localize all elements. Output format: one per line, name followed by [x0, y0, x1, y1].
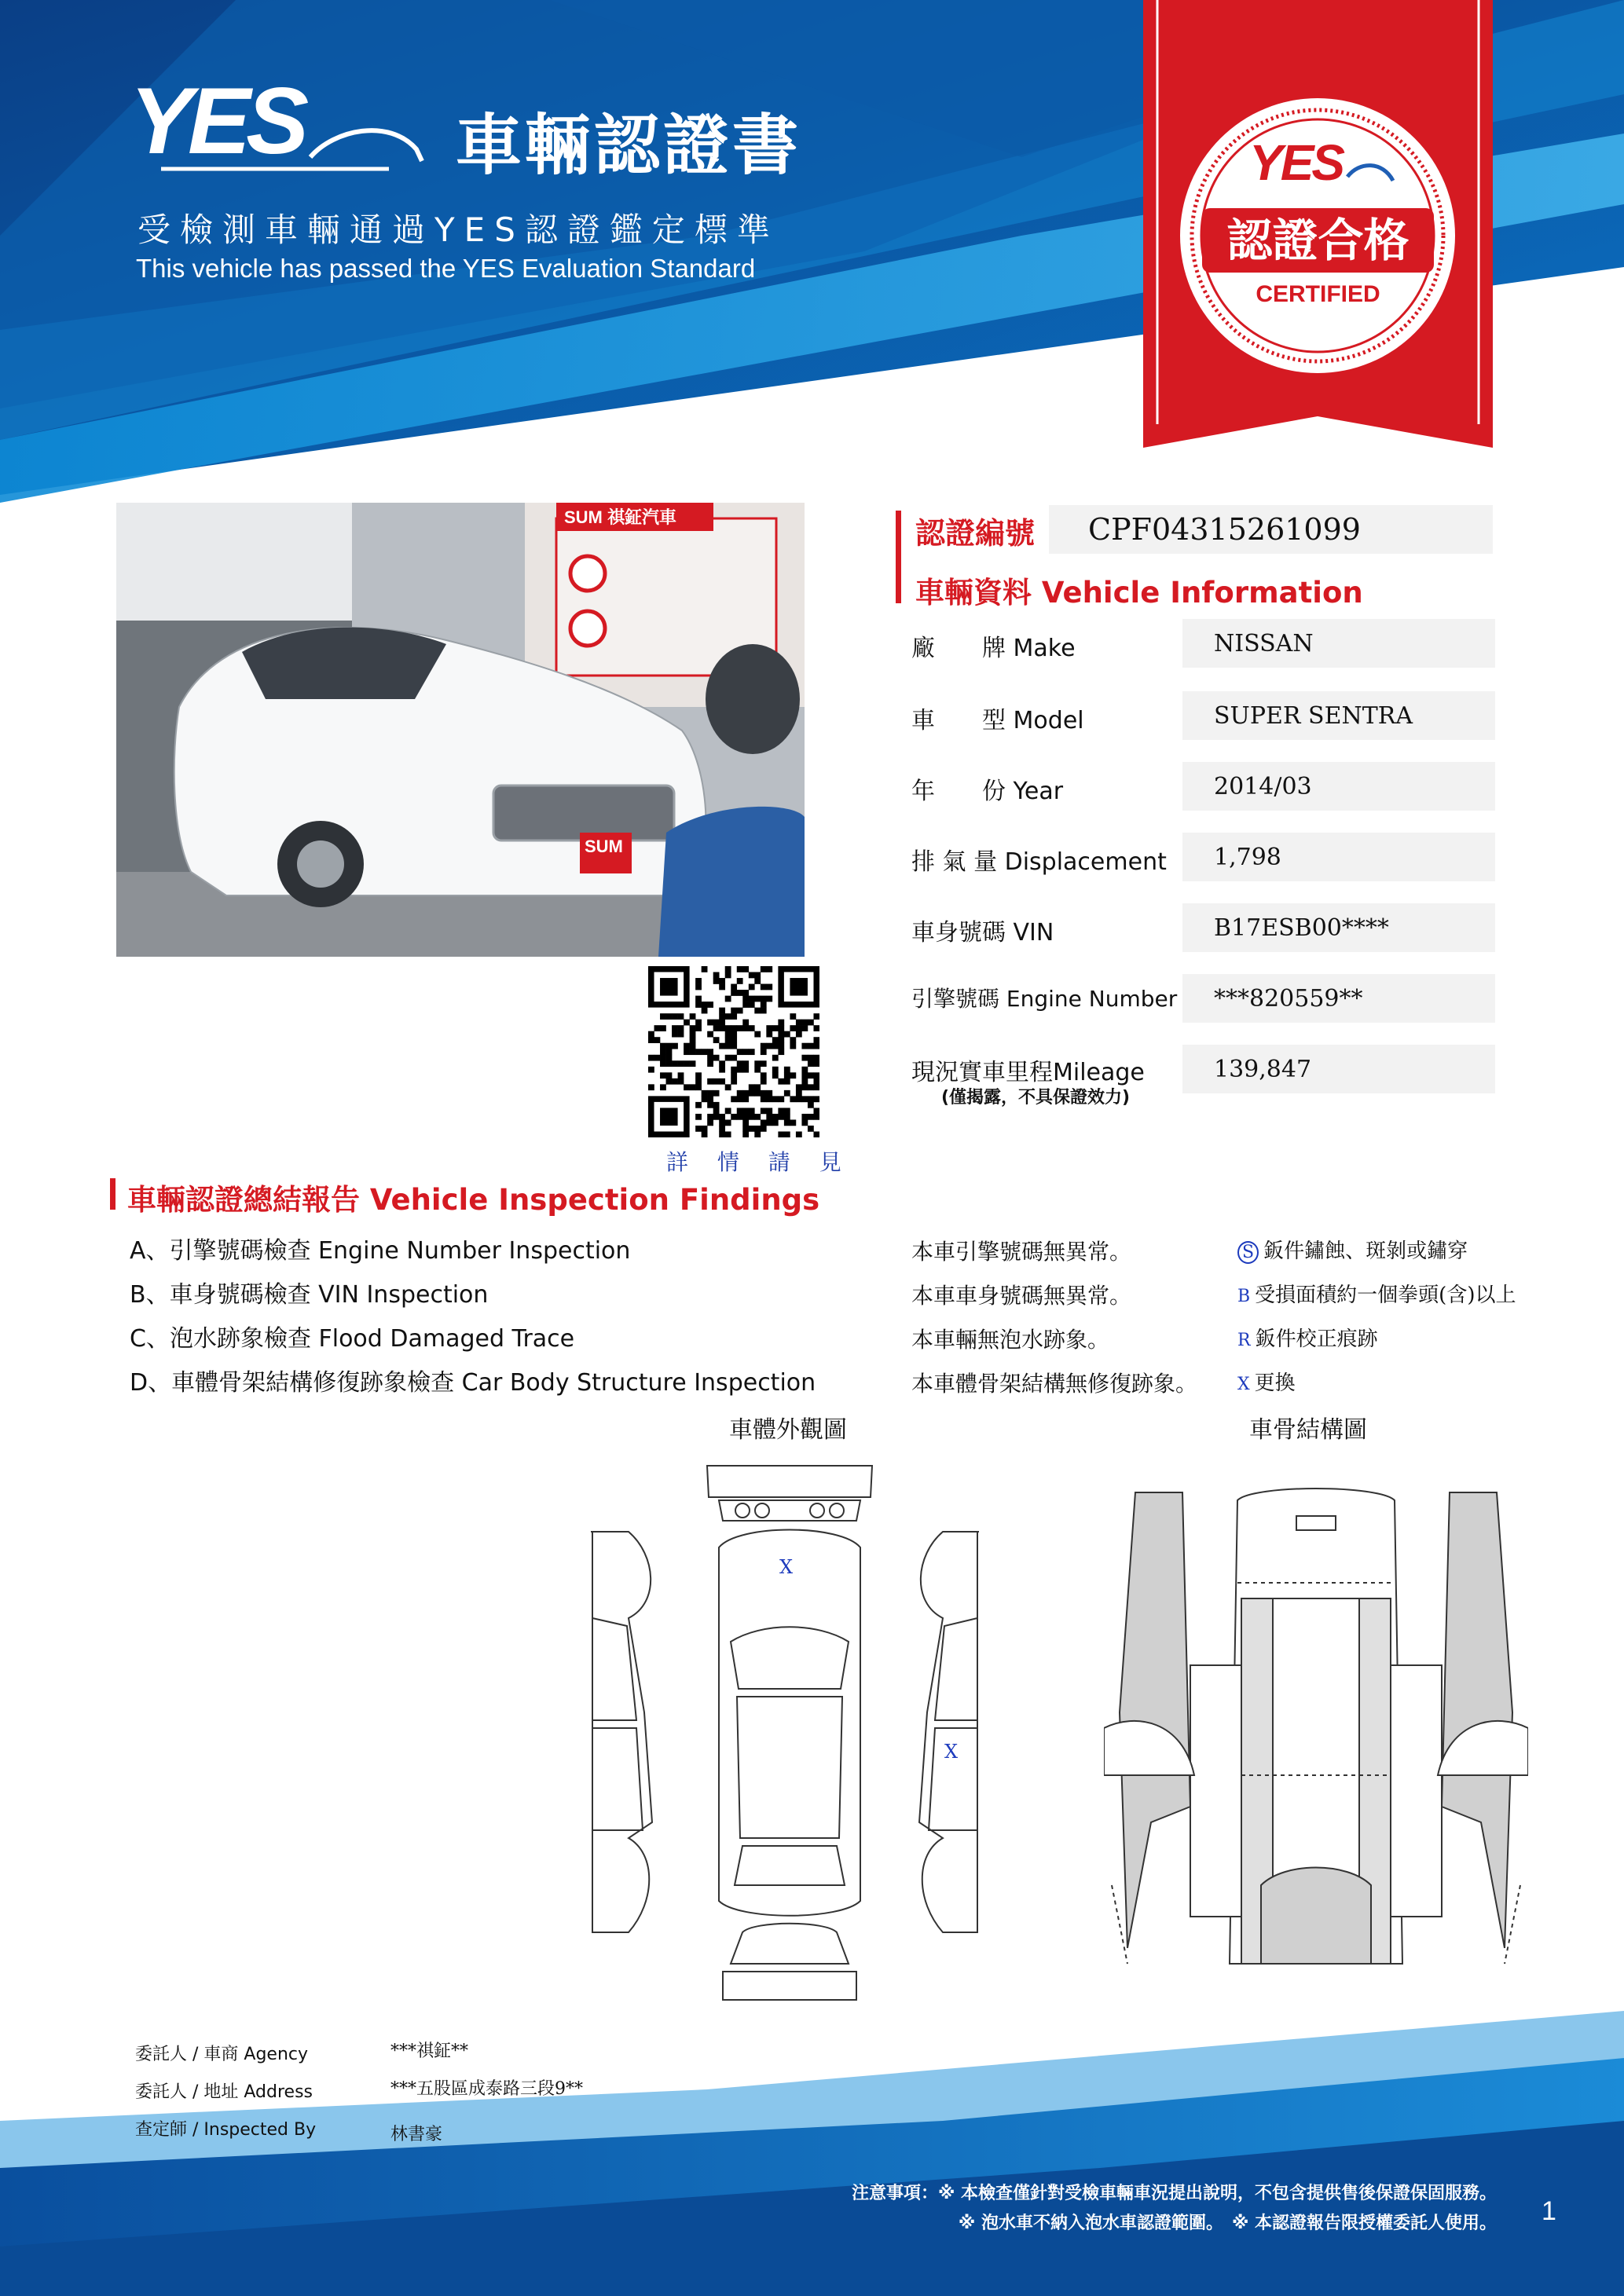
agency-value: ***祺鉦** — [390, 2041, 469, 2061]
legend-s — [1237, 1235, 1468, 1264]
finding-a: A、引擎號碼檢查 Engine Number Inspection — [130, 1237, 631, 1265]
legend-text-x: 更換 — [1254, 1371, 1296, 1395]
agency-label: 委託人 / 車商 Agency — [135, 2045, 309, 2064]
legend-mark-x: X — [1237, 1375, 1250, 1394]
legend-mark-b: B — [1237, 1287, 1251, 1306]
mileage-note: (僅揭露，不具保證效力) — [941, 1088, 1131, 1108]
qr-code-icon — [648, 966, 819, 1137]
page-title: 車輛認證書 — [456, 107, 802, 184]
legend-text-s: 鈑件鏽蝕、斑剝或鏽穿 — [1263, 1240, 1468, 1263]
legend-x — [1237, 1367, 1296, 1396]
exterior-diagram-title: 車體外觀圖 — [729, 1416, 847, 1444]
info-label-make: 廠 牌 Make — [911, 635, 1076, 662]
result-c: 本車輛無泡水跡象。 — [911, 1327, 1110, 1353]
structure-diagram — [1104, 1477, 1528, 1979]
inspector-label: 查定師 / Inspected By — [135, 2120, 317, 2140]
info-label-vin: 車身號碼 VIN — [911, 919, 1054, 947]
info-label-engine: 引擎號碼 Engine Number — [911, 986, 1178, 1012]
yes-logo — [130, 68, 428, 192]
badge-text-zh: 認證合格 — [1202, 208, 1434, 273]
certificate-label: 認證編號 — [915, 516, 1036, 551]
legend-mark-r: R — [1237, 1331, 1251, 1350]
inspector-value: 林書豪 — [390, 2125, 443, 2144]
dealer-sign-text: SUM 祺鉦汽車 — [564, 507, 677, 527]
legend-text-r: 鈑件校正痕跡 — [1255, 1327, 1378, 1351]
address-value: ***五股區成泰路三段9** — [390, 2079, 583, 2099]
info-value-mileage: 139,847 — [1182, 1045, 1495, 1093]
structure-diagram-title: 車骨結構圖 — [1249, 1416, 1367, 1444]
legend-text-b: 受損面積約一個拳頭(含)以上 — [1255, 1283, 1516, 1307]
certified-badge — [1143, 0, 1493, 448]
footer-note-1: 注意事項：※ 本檢查僅針對受檢車輛車況提出說明，不包含提供售後保證保固服務。 — [851, 2184, 1497, 2203]
info-value-year: 2014/03 — [1182, 762, 1495, 811]
legend-b — [1237, 1279, 1516, 1308]
red-accent-bar — [896, 511, 901, 603]
finding-d: D、車體骨架結構修復跡象檢查 Car Body Structure Inspection — [130, 1369, 816, 1397]
qr-caption: 詳 情 請 見 — [666, 1149, 852, 1175]
car-photo-illustration — [116, 503, 805, 957]
logo-text: YES — [130, 68, 305, 174]
info-label-model: 車 型 Model — [911, 707, 1084, 734]
info-value-vin: B17ESB00**** — [1182, 903, 1495, 952]
result-d: 本車體骨架結構無修復跡象。 — [911, 1371, 1198, 1397]
qr-code[interactable] — [648, 966, 819, 1137]
legend-mark-s: S — [1237, 1241, 1259, 1264]
subtitle-en: This vehicle has passed the YES Evaluation Standard — [136, 254, 756, 283]
legend-r — [1237, 1323, 1378, 1352]
info-label-year: 年 份 Year — [911, 778, 1064, 805]
badge-text-en: CERTIFIED — [1256, 281, 1380, 307]
plate-text: SUM — [585, 837, 623, 856]
vehicle-info-title: 車輛資料 Vehicle Information — [915, 576, 1363, 610]
exterior-mark-2: X — [944, 1741, 959, 1763]
info-value-make: NISSAN — [1182, 619, 1495, 668]
result-a: 本車引擎號碼無異常。 — [911, 1239, 1132, 1265]
exterior-diagram — [581, 1461, 990, 2003]
page-number: 1 — [1542, 2196, 1556, 2226]
info-label-mileage: 現況實車里程Mileage — [911, 1059, 1145, 1086]
vehicle-photo — [116, 503, 805, 957]
finding-b: B、車身號碼檢查 VIN Inspection — [130, 1281, 489, 1309]
certificate-number: CPF04315261099 — [1049, 505, 1493, 554]
finding-c: C、泡水跡象檢查 Flood Damaged Trace — [130, 1325, 575, 1353]
result-b: 本車車身號碼無異常。 — [911, 1283, 1132, 1309]
badge-logo-text: YES — [1249, 134, 1344, 191]
address-label: 委託人 / 地址 Address — [135, 2082, 313, 2102]
info-value-displacement: 1,798 — [1182, 833, 1495, 881]
info-label-displacement: 排 氣 量 Displacement — [911, 848, 1167, 876]
subtitle-zh: 受檢測車輛通過YES認證鑑定標準 — [137, 211, 779, 249]
exterior-mark-1: X — [779, 1556, 794, 1578]
info-value-model: SUPER SENTRA — [1182, 691, 1495, 740]
info-value-engine: ***820559** — [1182, 974, 1495, 1023]
findings-accent-bar — [110, 1178, 115, 1210]
findings-title: 車輛認證總結報告 Vehicle Inspection Findings — [127, 1183, 820, 1217]
footer-note-2: ※ 泡水車不納入泡水車認證範圍。 ※ 本認證報告限授權委託人使用。 — [958, 2214, 1497, 2233]
